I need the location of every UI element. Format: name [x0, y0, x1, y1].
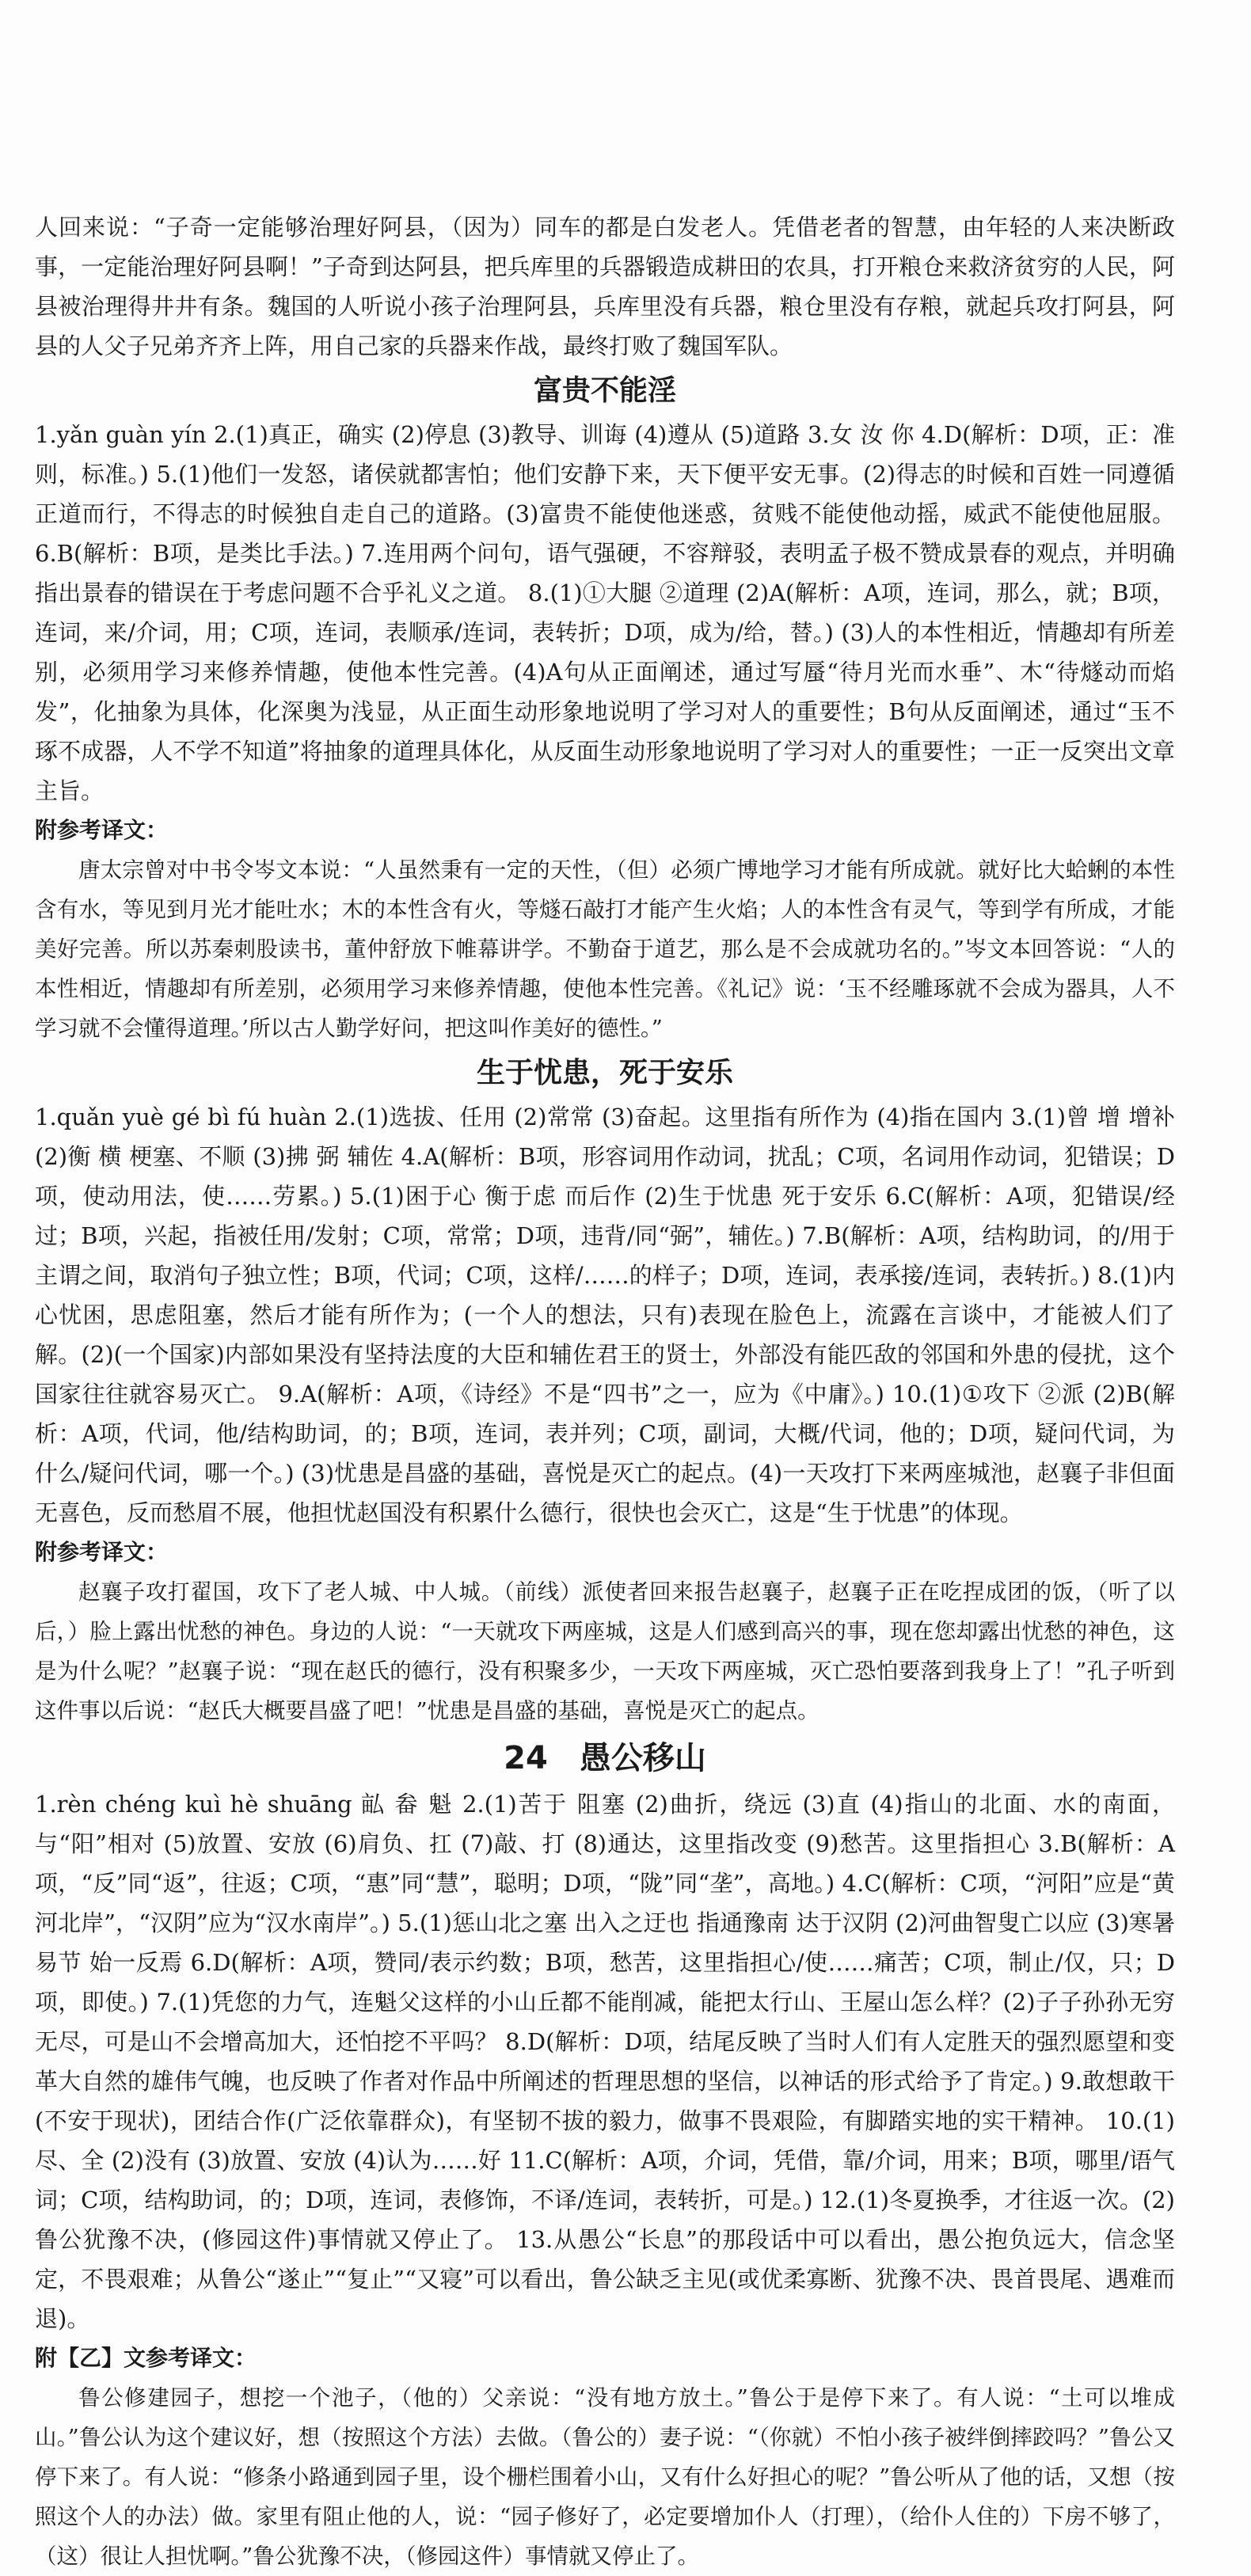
- reference-label: 附参考译文：: [35, 817, 169, 843]
- section-title: 生于忧患，死于安乐: [476, 1057, 733, 1089]
- answer-text: 1.rèn chéng kuì hè shuāng 畆 畚 魁 2.(1)苦于 阻塞 (2)曲折，绕远 (3)直 (4)指山的北面、水的南面，与“阳”相对 (5)放置、安放 (6)肩负、扛 (7)敲、打 (8)通达，这里指改变 (9)愁苦。这里指担心 3.B(解析：A项，“反”同“返”，往返；C项，“惠”同“慧”，聪明；D项，“陇”同“垄”，高地。) 4.C(解析：C项，“河阳”应是“黄河北岸”，“汉阴”应为“汉水南岸”。) 5.(1)惩山北之塞 出入之迂也 指通豫南 达于汉阴 (2)河曲智叟亡以应 (3)寒暑易节 始一反焉 6.D(解析：A项，赞同/表示约数；B项，愁苦，这里指担心/使……痛苦；C项，制止/仅，只；D项，即使。) 7.(1)凭您的力气，连魁父这样的小山丘都不能削减，能把太行山、王屋山怎么样？(2)子子孙孙无穷无尽，可是山不会增高加大，还怕挖不平吗？ 8.D(解析：D项，结尾反映了当时人们有人定胜天的强烈愿望和变革大自然的雄伟气魄，也反映了作者对作品中所阐述的哲理思想的坚信，以神话的形式给予了肯定。) 9.敢想敢干(不安于现状)，团结合作(广泛依靠群众)，有坚韧不拔的毅力，做事不畏艰险，有脚踏实地的实干精神。 10.(1)尽、全 (2)没有 (3)放置、安放 (4)认为……好 11.C(解析：A项，介词，凭借，靠/介词，用来；B项，哪里/语气词；C项，结构助词，的；D项，连词，表修饰，不译/连词，表转折，可是。) 12.(1)冬夏换季，才往返一次。(2)鲁公犹豫不决，(修园这件)事情就又停止了。 13.从愚公“长息”的那段话中可以看出，愚公抱负远大，信念坚定，不畏艰难；从鲁公“遂止”“复止”“又寝”可以看出，鲁公缺乏主见(或优柔寡断、犹豫不决、畏首畏尾、遇难而退)。: [35, 1791, 1175, 2332]
- section-title: 富贵不能淫: [533, 374, 676, 407]
- intro-translation: 人回来说：“子奇一定能够治理好阿县，（因为）同车的都是白发老人。凭借老者的智慧，由年轻的人来决断政事，一定能治理好阿县啊！”子奇到达阿县，把兵库里的兵器锻造成耕田的农具，打开粮仓来救济贫穷的人民，阿县被治理得井井有条。魏国的人听说小孩子治理阿县，兵库里没有兵器，粮仓里没有存粮，就起兵攻打阿县，阿县的人父子兄弟齐齐上阵，用自己家的兵器来作战，最终打败了魏国军队。: [35, 214, 1175, 359]
- answer-page: [35, 207, 1175, 2576]
- section-fugui: [35, 369, 1175, 1048]
- section-title: 24 愚公移山: [504, 1740, 706, 1776]
- reference-translation: 赵襄子攻打翟国，攻下了老人城、中人城。（前线）派使者回来报告赵襄子，赵襄子正在吃捏成团的饭，（听了以后，）脸上露出忧愁的神色。身边的人说：“一天就攻下两座城，这是人们感到高兴的事，现在您却露出忧愁的神色，这是为什么呢？”赵襄子说：“现在赵氏的德行，没有积聚多少，一天攻下两座城，灭亡恐怕要落到我身上了！”孔子听到这件事以后说：“赵氏大概要昌盛了吧！”忧患是昌盛的基础，喜悦是灭亡的起点。: [35, 1579, 1175, 1723]
- reference-label: 附【乙】文参考译文：: [35, 2345, 257, 2371]
- reference-translation: 鲁公修建园子，想挖一个池子，（他的）父亲说：“没有地方放土。”鲁公于是停下来了。有人说：“土可以堆成山。”鲁公认为这个建议好，想（按照这个方法）去做。（鲁公的）妻子说：“（你就）不怕小孩子被绊倒摔跤吗？”鲁公又停下来了。有人说：“修条小路通到园子里，设个栅栏围着小山，又有什么好担心的呢？”鲁公听从了他的话，又想（按照这个人的办法）做。家里有阻止他的人，说：“园子修好了，必定要增加仆人（打理），（给仆人住的）下房不够了，（这）很让人担忧啊。”鲁公犹豫不决，（修园这件）事情就又停止了。: [35, 2385, 1175, 2569]
- answer-text: 1.yǎn guàn yín 2.(1)真正，确实 (2)停息 (3)教导、训诲 (4)遵从 (5)道路 3.女 汝 你 4.D(解析：D项，正：准则，标准。) 5.(1)他们一发怒，诸侯就都害怕；他们安静下来，天下便平安无事。(2)得志的时候和百姓一同遵循正道而行，不得志的时候独自走自己的道路。(3)富贵不能使他迷惑，贫贱不能使他动摇，威武不能使他屈服。 6.B(解析：B项，是类比手法。) 7.连用两个问句，语气强硬，不容辩驳，表明孟子极不赞成景春的观点，并明确指出景春的错误在于考虑问题不合乎礼义之道。 8.(1)①大腿 ②道理 (2)A(解析：A项，连词，那么，就；B项，连词，来/介词，用；C项，连词，表顺承/连词，表转折；D项，成为/给，替。) (3)人的本性相近，情趣却有所差别，必须用学习来修养情趣，使他本性完善。(4)A句从正面阐述，通过写蜃“待月光而水垂”、木“待燧动而焰发”，化抽象为具体，化深奥为浅显，从正面生动形象地说明了学习对人的重要性；B句从反面阐述，通过“玉不琢不成器，人不学不知道”将抽象的道理具体化，从反面生动形象地说明了学习对人的重要性；一正一反突出文章主旨。: [35, 421, 1175, 804]
- answer-text: 1.quǎn yuè gé bì fú huàn 2.(1)选拔、任用 (2)常常 (3)奋起。这里指有所作为 (4)指在国内 3.(1)曾 增 增补 (2)衡 横 梗塞、不顺 (3)拂 弼 辅佐 4.A(解析：B项，形容词用作动词，扰乱；C项，名词用作动词，犯错误；D项，使动用法，使……劳累。) 5.(1)困于心 衡于虑 而后作 (2)生于忧患 死于安乐 6.C(解析：A项，犯错误/经过；B项，兴起，指被任用/发射；C项，常常；D项，违背/同“弼”，辅佐。) 7.B(解析：A项，结构助词，的/用于主谓之间，取消句子独立性；B项，代词；C项，这样/……的样子；D项，连词，表承接/连词，表转折。) 8.(1)内心忧困，思虑阻塞，然后才能有所作为；(一个人的想法，只有)表现在脸色上，流露在言谈中，才能被人们了解。(2)(一个国家)内部如果没有坚持法度的大臣和辅佐君王的贤士，外部没有能匹敌的邻国和外患的侵扰，这个国家往往就容易灭亡。 9.A(解析：A项，《诗经》不是“四书”之一，应为《中庸》。) 10.(1)①攻下 ②派 (2)B(解析：A项，代词，他/结构助词，的；B项，连词，表并列；C项，副词，大概/代词，他的；D项，疑问代词，为什么/疑问代词，哪一个。) (3)忧患是昌盛的基础，喜悦是灭亡的起点。(4)一天攻打下来两座城池，赵襄子非但面无喜色，反而愁眉不展，他担忧赵国没有积累什么德行，很快也会灭亡，这是“生于忧患”的体现。: [35, 1104, 1175, 1526]
- reference-translation: 唐太宗曾对中书令岑文本说：“人虽然秉有一定的天性，（但）必须广博地学习才能有所成就。就好比大蛤蜊的本性含有水，等见到月光才能吐水；木的本性含有火，等燧石敲打才能产生火焰；人的本性含有灵气，等到学有所成，才能美好完善。所以苏秦刺股读书，董仲舒放下帷幕讲学。不勤奋于道艺，那么是不会成就功名的。”岑文本回答说：“人的本性相近，情趣却有所差别，必须用学习来修养情趣，使他本性完善。《礼记》说：‘玉不经雕琢就不会成为器具，人不学习就不会懂得道理。’所以古人勤学好问，把这叫作美好的德性。”: [35, 857, 1175, 1041]
- section-yugong: [35, 1734, 1175, 2576]
- reference-label: 附参考译文：: [35, 1539, 169, 1565]
- section-shengyu: [35, 1051, 1175, 1731]
